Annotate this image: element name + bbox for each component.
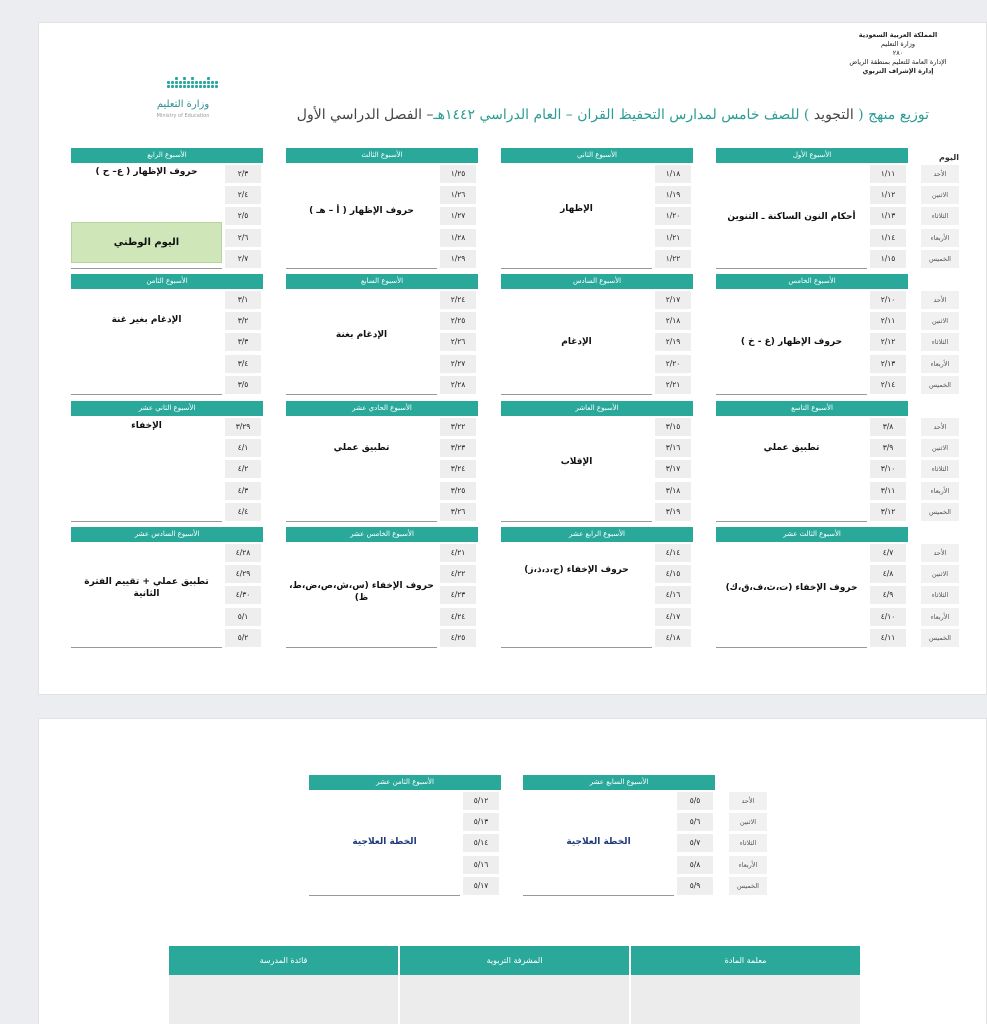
logo-dot-icon (191, 85, 194, 88)
date-cell: ٥/٩ (677, 877, 713, 895)
logo-dot-icon (167, 85, 170, 88)
date-cell: ٢/٤ (225, 186, 261, 204)
date-cell: ٤/٩ (870, 586, 906, 604)
date-cell: ٢/١٠ (870, 291, 906, 309)
date-cell: ٥/١٦ (463, 856, 499, 874)
date-cell: ٢/٥ (225, 207, 261, 225)
logo-dot-icon (199, 85, 202, 88)
week-header: الأسبوع الخامس عشر (286, 527, 478, 542)
week-topic: الإدغام بغير غنة (111, 315, 182, 325)
week-topic: الإدغام بغنة (335, 330, 388, 340)
logo-dot-icon (187, 81, 190, 84)
day-label: الخميس (921, 376, 959, 394)
date-cell: ٣/٩ (870, 439, 906, 457)
week-topic: الخطة العلاجية (566, 837, 631, 847)
day-label: الأربعاء (729, 856, 767, 874)
day-label: الاثنين (729, 813, 767, 831)
date-cell: ٣/٥ (225, 376, 261, 394)
date-cell: ٢/٢١ (655, 376, 691, 394)
logo-dot-icon (203, 85, 206, 88)
week-topic: الإقلاب (560, 457, 593, 467)
date-cell: ١/١٣ (870, 207, 906, 225)
header-line: وزارة التعليم (880, 40, 916, 48)
week-content (501, 416, 652, 522)
date-cell: ٢/٢٤ (440, 291, 476, 309)
signature-box-teacher (631, 975, 860, 1024)
logo-dot-icon (211, 85, 214, 88)
day-label: الأربعاء (921, 355, 959, 373)
date-cell: ٣/٢٥ (440, 482, 476, 500)
date-cell: ٤/١٧ (655, 608, 691, 626)
day-label: الثلاثاء (921, 460, 959, 478)
week-topic: حروف الإخفاء (ج،د،ذ،ز) (524, 565, 629, 575)
week-block (71, 148, 263, 263)
logo-dot-icon (203, 81, 206, 84)
week-topic: حروف الإخفاء (س،ش،ص،ض،ط، ظ) (289, 581, 434, 603)
day-label: الاثنين (921, 439, 959, 457)
week-content (286, 163, 437, 269)
date-cell: ١/١٩ (655, 186, 691, 204)
day-label: الخميس (921, 629, 959, 647)
signature-box-principal (169, 975, 398, 1024)
date-cell: ١/١٨ (655, 165, 691, 183)
week-content (71, 542, 222, 648)
header-line: المملكة العربية السعودية (858, 31, 938, 39)
week-block (286, 274, 478, 389)
week-block (716, 148, 908, 263)
day-label: الأحد (921, 291, 959, 309)
day-label: الثلاثاء (921, 207, 959, 225)
logo-dot-icon (175, 81, 178, 84)
week-content (71, 289, 222, 395)
week-topic: حروف الإظهار (غ - خ ) (740, 337, 843, 347)
date-cell: ١/١٥ (870, 250, 906, 268)
day-label: الخميس (921, 250, 959, 268)
week-header: الأسبوع السادس عشر (71, 527, 263, 542)
week-header: الأسبوع الحادي عشر (286, 401, 478, 416)
logo-arabic-text: وزارة التعليم (156, 99, 210, 110)
page-title (199, 107, 929, 123)
week-content (286, 542, 437, 648)
signature-box-supervisor (400, 975, 629, 1024)
week-header: الأسبوع الخامس (716, 274, 908, 289)
logo-dot-icon (211, 81, 214, 84)
date-cell: ٣/١٥ (655, 418, 691, 436)
week-content (501, 163, 652, 269)
date-cell: ٥/١ (225, 608, 261, 626)
logo-dots-icon (167, 73, 217, 89)
date-cell: ٤/١٠ (870, 608, 906, 626)
date-cell: ٢/٢٠ (655, 355, 691, 373)
title-year: ١٤٤٢هـ (433, 107, 476, 123)
date-cell: ٢/١٩ (655, 333, 691, 351)
week-header: الأسبوع العاشر (501, 401, 693, 416)
date-cell: ١/٢٢ (655, 250, 691, 268)
page-2 (38, 718, 987, 1024)
date-cell: ٥/١٢ (463, 792, 499, 810)
week-header: الأسبوع التاسع (716, 401, 908, 416)
week-header: الأسبوع السابع (286, 274, 478, 289)
day-label: الأحد (729, 792, 767, 810)
week-block (286, 401, 478, 516)
week-block (501, 274, 693, 389)
logo-dot-icon (175, 85, 178, 88)
week-content (501, 289, 652, 395)
date-cell: ٣/٤ (225, 355, 261, 373)
date-cell: ٣/١٢ (870, 503, 906, 521)
ministry-header (838, 31, 958, 76)
week-block (286, 527, 478, 642)
week-content (71, 416, 222, 522)
week-content (309, 790, 460, 896)
date-cell: ٤/١٥ (655, 565, 691, 583)
date-cell: ١/٢٥ (440, 165, 476, 183)
week-content (71, 163, 222, 269)
date-cell: ٤/٨ (870, 565, 906, 583)
date-cell: ٣/١ (225, 291, 261, 309)
week-content (716, 416, 867, 522)
week-topic: حروف الإظهار ( ع– ح ) (95, 167, 198, 177)
week-block (716, 527, 908, 642)
week-block (523, 775, 715, 890)
date-cell: ٣/٢٢ (440, 418, 476, 436)
date-cell: ٣/١٦ (655, 439, 691, 457)
date-cell: ٣/١٨ (655, 482, 691, 500)
logo-english-text: Ministry of Education (156, 113, 210, 119)
date-cell: ١/١٢ (870, 186, 906, 204)
week-header: الأسبوع الثامن (71, 274, 263, 289)
date-cell: ٥/٢ (225, 629, 261, 647)
week-header: الأسبوع السادس (501, 274, 693, 289)
date-cell: ٢/١٣ (870, 355, 906, 373)
week-topic: تطبيق عملي (763, 443, 820, 453)
date-cell: ٣/١٠ (870, 460, 906, 478)
week-topic: تطبيق عملي + تقييم الفترة الثانية (84, 577, 209, 599)
week-header: الأسبوع السابع عشر (523, 775, 715, 790)
date-cell: ٣/٣ (225, 333, 261, 351)
date-cell: ٤/١٤ (655, 544, 691, 562)
date-cell: ٥/٧ (677, 834, 713, 852)
week-content (716, 163, 867, 269)
week-topic: حروف الإخفاء (ت،ث،ف،ق،ك) (725, 583, 858, 593)
logo-dot-icon (215, 85, 218, 88)
week-block (309, 775, 501, 890)
date-cell: ٢/١٧ (655, 291, 691, 309)
day-label: الأحد (921, 418, 959, 436)
date-cell: ٤/٢٥ (440, 629, 476, 647)
date-cell: ٤/٤ (225, 503, 261, 521)
signature-table (169, 946, 860, 1024)
logo-dot-icon (179, 81, 182, 84)
date-cell: ٣/٢٣ (440, 439, 476, 457)
header-line: الإدارة العامة للتعليم بمنطقة الرياض (849, 58, 947, 66)
date-cell: ٤/١ (225, 439, 261, 457)
header-line: إدارة الإشراف التربوي (862, 67, 934, 75)
week-content (501, 542, 652, 648)
date-cell: ٢/٢٨ (440, 376, 476, 394)
week-topic: أحكام النون الساكنة ـ التنوين (727, 212, 856, 222)
week-block (501, 148, 693, 263)
day-label: الأربعاء (921, 229, 959, 247)
day-label: الأحد (921, 165, 959, 183)
week-header: الأسبوع الثاني عشر (71, 401, 263, 416)
date-cell: ٣/٨ (870, 418, 906, 436)
week-block (716, 274, 908, 389)
date-cell: ٤/١١ (870, 629, 906, 647)
title-term: – الفصل الدراسي الأول (296, 107, 434, 123)
logo-dot-icon (191, 81, 194, 84)
week-topic: الإدغام (561, 337, 592, 347)
week-block (71, 401, 263, 516)
date-cell: ٣/٢٩ (225, 418, 261, 436)
logo-dot-icon (187, 85, 190, 88)
date-cell: ٥/١٧ (463, 877, 499, 895)
week-header: الأسبوع الثامن عشر (309, 775, 501, 790)
logo-dot-icon (191, 77, 194, 80)
logo-dot-icon (183, 81, 186, 84)
week-topic: تطبيق عملي (333, 443, 390, 453)
week-block (501, 527, 693, 642)
logo-dot-icon (215, 81, 218, 84)
date-cell: ٥/٦ (677, 813, 713, 831)
date-cell: ٣/٢ (225, 312, 261, 330)
date-cell: ٢/١١ (870, 312, 906, 330)
logo-dot-icon (167, 81, 170, 84)
week-block (501, 401, 693, 516)
date-cell: ٤/٣ (225, 482, 261, 500)
date-cell: ٤/٣٠ (225, 586, 261, 604)
day-label: الأحد (921, 544, 959, 562)
week-header: الأسبوع الثالث عشر (716, 527, 908, 542)
logo-dot-icon (207, 81, 210, 84)
date-cell: ٢/٢٥ (440, 312, 476, 330)
date-cell: ٢/٢٦ (440, 333, 476, 351)
date-cell: ٣/٢٤ (440, 460, 476, 478)
date-cell: ٤/٢٩ (225, 565, 261, 583)
date-cell: ٣/٢٦ (440, 503, 476, 521)
week-header: الأسبوع الأول (716, 148, 908, 163)
date-cell: ٢/٢٧ (440, 355, 476, 373)
week-content (286, 289, 437, 395)
week-topic: الإظهار (560, 204, 593, 214)
day-label: الخميس (729, 877, 767, 895)
date-cell: ٤/٢٢ (440, 565, 476, 583)
date-cell: ٢/٦ (225, 229, 261, 247)
date-cell: ٣/١٧ (655, 460, 691, 478)
date-cell: ٥/١٣ (463, 813, 499, 831)
title-subject: التجويد (813, 107, 854, 123)
date-cell: ٤/١٨ (655, 629, 691, 647)
logo-dot-icon (207, 85, 210, 88)
date-cell: ١/٢٠ (655, 207, 691, 225)
day-label: الخميس (921, 503, 959, 521)
week-header: الأسبوع الثالث (286, 148, 478, 163)
day-column-header: اليوم (939, 153, 959, 162)
page-1 (38, 22, 987, 695)
week-content (523, 790, 674, 896)
date-cell: ٥/١٤ (463, 834, 499, 852)
title-part: ) للصف خامس لمدارس التحفيظ القران – العام الدراسي (475, 107, 814, 123)
week-content (716, 289, 867, 395)
day-label: الاثنين (921, 565, 959, 583)
week-topic: الخطة العلاجية (352, 837, 417, 847)
day-label: الثلاثاء (729, 834, 767, 852)
date-cell: ٢/٧ (225, 250, 261, 268)
date-cell: ١/٢٨ (440, 229, 476, 247)
date-cell: ١/٢٦ (440, 186, 476, 204)
logo-dot-icon (199, 81, 202, 84)
week-block (716, 401, 908, 516)
logo-dot-icon (207, 77, 210, 80)
date-cell: ١/٢٩ (440, 250, 476, 268)
logo-dot-icon (171, 81, 174, 84)
date-cell: ٤/٢٣ (440, 586, 476, 604)
date-cell: ٤/٢ (225, 460, 261, 478)
logo-dot-icon (183, 77, 186, 80)
holiday-label: اليوم الوطني (71, 222, 222, 263)
day-label: الاثنين (921, 186, 959, 204)
week-topic: الإخفاء (131, 421, 162, 431)
date-cell: ٤/٧ (870, 544, 906, 562)
date-cell: ٤/٢٨ (225, 544, 261, 562)
date-cell: ٤/٢١ (440, 544, 476, 562)
date-cell: ١/١١ (870, 165, 906, 183)
date-cell: ٣/١١ (870, 482, 906, 500)
week-block (71, 527, 263, 642)
date-cell: ٢/١٨ (655, 312, 691, 330)
week-content (716, 542, 867, 648)
date-cell: ٢/١٤ (870, 376, 906, 394)
week-topic: حروف الإظهار ( أ – هـ ) (309, 206, 414, 216)
day-label: الأربعاء (921, 608, 959, 626)
date-cell: ١/١٤ (870, 229, 906, 247)
week-block (71, 274, 263, 389)
day-label: الثلاثاء (921, 333, 959, 351)
signature-header-supervisor: المشرفة التربوية (400, 946, 629, 975)
date-cell: ١/٢٧ (440, 207, 476, 225)
date-cell: ٣/١٩ (655, 503, 691, 521)
day-label: الثلاثاء (921, 586, 959, 604)
logo-dot-icon (179, 85, 182, 88)
signature-header-teacher: معلمة المادة (631, 946, 860, 975)
date-cell: ٥/٥ (677, 792, 713, 810)
title-part: توزيع منهج ( (853, 107, 929, 123)
day-label: الأربعاء (921, 482, 959, 500)
week-header: الأسبوع الرابع عشر (501, 527, 693, 542)
week-header: الأسبوع الرابع (71, 148, 263, 163)
logo-dot-icon (195, 85, 198, 88)
logo-dot-icon (195, 81, 198, 84)
logo-dot-icon (183, 85, 186, 88)
date-cell: ١/٢١ (655, 229, 691, 247)
date-cell: ٢/٣ (225, 165, 261, 183)
date-cell: ٤/٢٤ (440, 608, 476, 626)
logo-dot-icon (171, 85, 174, 88)
date-cell: ٤/١٦ (655, 586, 691, 604)
week-block (286, 148, 478, 263)
date-cell: ٥/٨ (677, 856, 713, 874)
date-cell: ٢/١٢ (870, 333, 906, 351)
logo-dot-icon (175, 77, 178, 80)
week-header: الأسبوع الثاني (501, 148, 693, 163)
week-content (286, 416, 437, 522)
signature-header-principal: قائدة المدرسة (169, 946, 398, 975)
day-label: الاثنين (921, 312, 959, 330)
header-line: ٢٨٠ (892, 49, 904, 57)
